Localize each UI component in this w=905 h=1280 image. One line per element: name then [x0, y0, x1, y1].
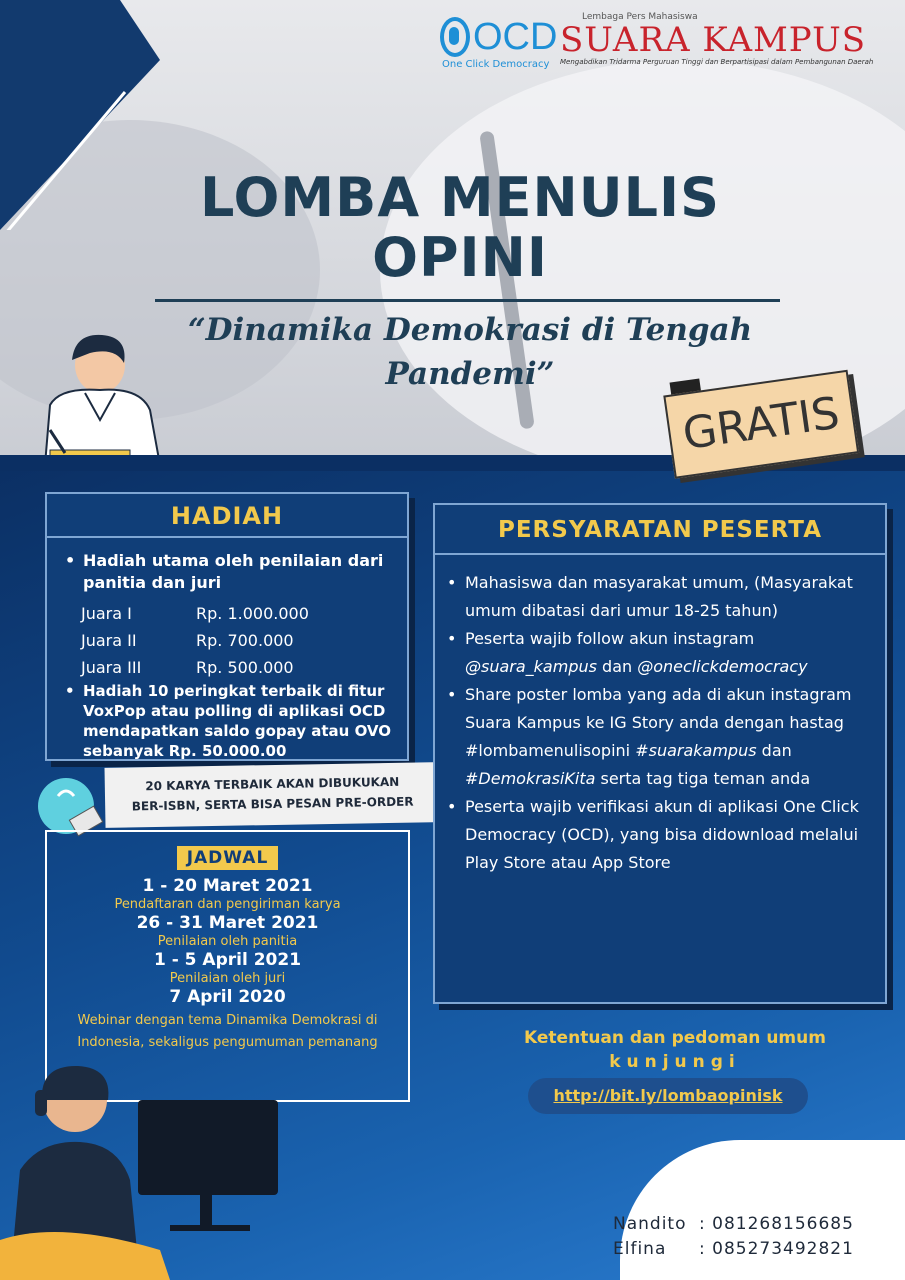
- contact-list: [613, 1212, 893, 1262]
- jadwal-date: 7 April 2020: [169, 987, 286, 1007]
- hadiah-extra-item: • Hadiah 10 peringkat terbaik di fitur VoxPop atau polling di aplikasi OCD mendapatkan saldo gopay atau OVO sebanyak Rp. 50.000.00: [63, 681, 395, 761]
- ocd-tagline: One Click Democracy: [442, 59, 550, 70]
- link-pill[interactable]: [528, 1078, 808, 1114]
- sk-tagline: Mengabdikan Tridarma Perguruan Tinggi dan Berpartisipasi dalam Pembangunan Daerah: [560, 58, 874, 66]
- persyaratan-divider: [435, 553, 885, 555]
- prize-row: Juara II Rp. 700.000: [81, 631, 294, 650]
- ocd-name: OCD: [473, 16, 558, 58]
- ocd-logo: [440, 15, 558, 73]
- title-divider: [155, 299, 780, 302]
- gratis-label: GRATIS: [663, 370, 859, 479]
- contact-row: Elfina : 085273492821: [613, 1239, 854, 1259]
- jadwal-date: 1 - 20 Maret 2021: [142, 876, 313, 896]
- sk-small-text: Lembaga Pers Mahasiswa: [582, 12, 698, 22]
- jadwal-date: 1 - 5 April 2021: [153, 950, 302, 970]
- banner-line-1: 20 KARYA TERBAIK AKAN DIBUKUKAN: [145, 774, 400, 794]
- hadiah-header: HADIAH: [170, 502, 284, 530]
- jadwal-list: [47, 876, 408, 1054]
- jadwal-desc: Penilaian oleh panitia: [157, 934, 298, 949]
- writing-person-illustration: [20, 325, 180, 465]
- jadwal-header: JADWAL: [177, 846, 279, 870]
- navy-corner-shape: [0, 0, 160, 230]
- hadiah-main-item: • Hadiah utama oleh penilaian dari panitia dan juri: [63, 550, 389, 594]
- jadwal-header-wrap: [47, 846, 408, 870]
- banner-line-2: BER-ISBN, SERTA BISA PESAN PRE-ORDER: [131, 794, 414, 814]
- requirement-item: • Mahasiswa dan masyarakat umum, (Masyarakat umum dibatasi dari umur 18-25 tahun): [445, 569, 867, 625]
- title-line-1: LOMBA MENULIS: [200, 166, 720, 229]
- jadwal-desc: Penilaian oleh juri: [169, 971, 286, 986]
- prize-list: [81, 600, 407, 681]
- sk-name: SUARA KAMPUS: [560, 20, 867, 60]
- prize-row: Juara I Rp. 1.000.000: [81, 604, 309, 623]
- ketentuan-line-1: Ketentuan dan pedoman umum: [524, 1028, 826, 1048]
- computer-person-illustration: [0, 1060, 300, 1280]
- requirement-item: • Peserta wajib follow akun instagram @suara_kampus dan @oneclickdemocracy: [445, 625, 867, 681]
- persyaratan-header: PERSYARATAN PESERTA: [497, 517, 822, 543]
- lomba-link[interactable]: http://bit.ly/lombaopinisk: [553, 1086, 783, 1105]
- isbn-banner: [105, 762, 441, 828]
- suara-kampus-logo: [560, 12, 880, 72]
- ocd-inner-icon: [449, 27, 459, 45]
- jadwal-desc: Pendaftaran dan pengiriman karya: [114, 897, 341, 912]
- hadiah-box: [45, 492, 409, 761]
- title-line-2: OPINI: [372, 226, 548, 289]
- theme-line-1: “Dinamika Demokrasi di Tengah: [187, 312, 753, 348]
- requirement-item: • Peserta wajib verifikasi akun di aplikasi One Click Democracy (OCD), yang bisa didownload melalui Play Store atau App Store: [445, 793, 867, 877]
- hadiah-divider: [47, 536, 407, 538]
- prize-row: Juara III Rp. 500.000: [81, 658, 294, 677]
- jadwal-desc: Webinar dengan tema Dinamika Demokrasi di Indonesia, sekaligus pengumuman pemanang: [77, 1013, 378, 1050]
- theme-line-2: Pandemi”: [385, 356, 555, 392]
- persyaratan-list: [445, 569, 867, 877]
- requirement-item: • Share poster lomba yang ada di akun instagram Suara Kampus ke IG Story anda dengan hastag #lombamenulisopini #suarakampus dan #DemokrasiKita serta tag tiga teman anda: [445, 681, 867, 793]
- jadwal-date: 26 - 31 Maret 2021: [136, 913, 319, 933]
- contact-row: Nandito : 081268156685: [613, 1214, 854, 1234]
- ketentuan-line-2: kunjungi: [609, 1052, 741, 1072]
- persyaratan-box: [433, 503, 887, 1004]
